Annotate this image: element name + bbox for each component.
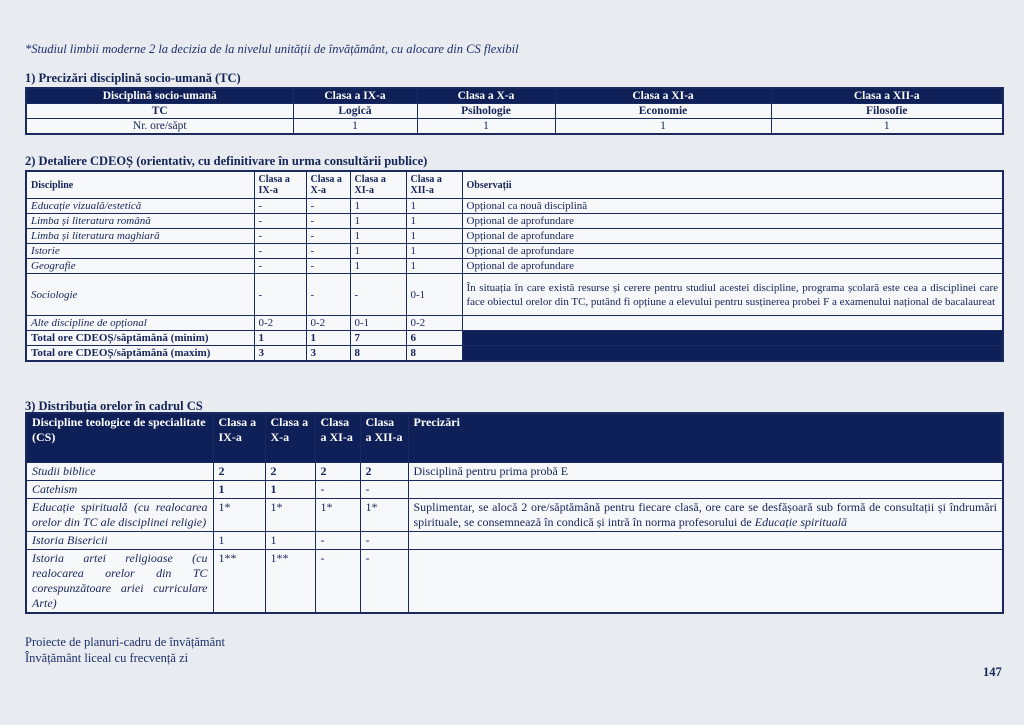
header-cell: Discipline teologice de specialitate (CS) <box>26 413 213 463</box>
table-row <box>26 532 1003 550</box>
table-cell: 2 <box>265 463 315 481</box>
header-cell: Discipline <box>26 171 254 199</box>
table-cell: - <box>315 550 360 614</box>
table-header-row <box>26 88 1003 104</box>
table-cell <box>408 481 1003 499</box>
table-cell: - <box>306 259 350 274</box>
table-cell: 1 <box>254 331 306 346</box>
table-cell: 1* <box>265 499 315 532</box>
table-cell: 1 <box>406 244 462 259</box>
table-cell: - <box>306 229 350 244</box>
table-cell: - <box>350 274 406 316</box>
table-cell: - <box>254 244 306 259</box>
table-cell: Logică <box>293 104 417 119</box>
table-row <box>26 259 1003 274</box>
table-cell: Opțional de aprofundare <box>462 244 1003 259</box>
table-cell: Total ore CDEOȘ/săptămână (minim) <box>26 331 254 346</box>
header-cell: Clasa a X-a <box>306 171 350 199</box>
footer-line: Proiecte de planuri-cadru de învățământ <box>25 635 225 649</box>
table-row <box>26 316 1003 331</box>
table-cell: Nr. ore/săpt <box>26 119 293 135</box>
table-cell: 1 <box>350 229 406 244</box>
table-header-row <box>26 171 1003 199</box>
table-cell: 1 <box>350 244 406 259</box>
page-number: 147 <box>983 665 1002 679</box>
table-cell: Total ore CDEOȘ/săptămână (maxim) <box>26 346 254 362</box>
table-cell: 1 <box>293 119 417 135</box>
header-cell: Clasa a X-a <box>265 413 315 463</box>
table-cell: Psihologie <box>417 104 555 119</box>
table-cell: 1 <box>265 532 315 550</box>
table-cell: - <box>254 259 306 274</box>
table-cell: - <box>315 532 360 550</box>
header-cell: Clasa a XII-a <box>771 88 1003 104</box>
cs-distribution-table <box>25 412 1004 614</box>
table-cell: 1 <box>417 119 555 135</box>
footnote-note: *Studiul limbii moderne 2 la decizia de la nivelul unității de învățământ, cu alocare din CS flexibil <box>25 42 519 56</box>
table-cell: Educație vizuală/estetică <box>26 199 254 214</box>
table-cell: Filosofie <box>771 104 1003 119</box>
table-cell: Istoria Bisericii <box>26 532 213 550</box>
header-cell: Clasa a IX-a <box>213 413 265 463</box>
footer-line: Învățământ liceal cu frecvență zi <box>25 651 189 665</box>
table-cell: 3 <box>306 346 350 362</box>
table-cell: - <box>360 532 408 550</box>
table-row <box>26 481 1003 499</box>
table-row <box>26 244 1003 259</box>
header-cell: Clasa a X-a <box>417 88 555 104</box>
table-cell: - <box>306 244 350 259</box>
table-row <box>26 274 1003 316</box>
precizari-emphasis: Educație spirituală <box>754 515 848 529</box>
table-cell: - <box>254 229 306 244</box>
table-row <box>26 214 1003 229</box>
table-cell: 0-2 <box>254 316 306 331</box>
shaded-cell <box>462 346 1003 362</box>
table-cell: Opțional de aprofundare <box>462 214 1003 229</box>
table-cell: 1 <box>350 214 406 229</box>
table-cell: 1 <box>306 331 350 346</box>
table-cell: 8 <box>350 346 406 362</box>
table-cell: Geografie <box>26 259 254 274</box>
header-cell: Precizări <box>408 413 1003 463</box>
section3-title: 3) Distribuția orelor în cadrul CS <box>25 399 203 413</box>
table-cell: 1 <box>406 259 462 274</box>
table-cell: TC <box>26 104 293 119</box>
table-cell: 1 <box>213 532 265 550</box>
page-footer <box>25 634 225 666</box>
table-cell: - <box>306 199 350 214</box>
table-row <box>26 229 1003 244</box>
table-cell: 1 <box>350 259 406 274</box>
socio-uman-table <box>25 87 1004 135</box>
table-cell: 1 <box>406 214 462 229</box>
table-cell: 3 <box>254 346 306 362</box>
header-cell: Clasa a XI-a <box>315 413 360 463</box>
table-cell: Opțional ca nouă disciplină <box>462 199 1003 214</box>
section1-title: 1) Precizări disciplină socio-umană (TC) <box>25 71 241 85</box>
table-row <box>26 499 1003 532</box>
table-cell: 1* <box>360 499 408 532</box>
table-cell: 2 <box>213 463 265 481</box>
table-cell: 0-1 <box>350 316 406 331</box>
totals-row <box>26 346 1003 362</box>
table-cell: 1 <box>213 481 265 499</box>
table-cell <box>462 316 1003 331</box>
header-cell: Observații <box>462 171 1003 199</box>
table-cell: 6 <box>406 331 462 346</box>
table-cell: 0-2 <box>406 316 462 331</box>
table-cell <box>408 550 1003 614</box>
totals-row <box>26 331 1003 346</box>
table-cell: Disciplină pentru prima probă E <box>408 463 1003 481</box>
table-cell: 1* <box>315 499 360 532</box>
table-cell: 8 <box>406 346 462 362</box>
table-cell: - <box>360 481 408 499</box>
table-cell: Istoria artei religioase (cu realocarea orelor din TC corespunzătoare ariei curriculare Arte) <box>26 550 213 614</box>
table-cell: 1** <box>265 550 315 614</box>
table-cell: - <box>315 481 360 499</box>
table-cell: 2 <box>315 463 360 481</box>
header-cell: Clasa a XI-a <box>555 88 771 104</box>
header-cell: Clasa a IX-a <box>254 171 306 199</box>
header-cell: Clasa a XII-a <box>360 413 408 463</box>
table-cell: Opțional de aprofundare <box>462 259 1003 274</box>
cdeos-table <box>25 170 1004 362</box>
table-cell: 1** <box>213 550 265 614</box>
header-cell: Disciplină socio-umană <box>26 88 293 104</box>
header-cell: Clasa a XI-a <box>350 171 406 199</box>
table-cell: Opțional de aprofundare <box>462 229 1003 244</box>
table-cell: Limba și literatura română <box>26 214 254 229</box>
table-cell: - <box>254 214 306 229</box>
table-cell: Educație spirituală (cu realocarea orelor din TC ale disciplinei religie) <box>26 499 213 532</box>
table-cell: Alte discipline de opțional <box>26 316 254 331</box>
table-cell: 0-1 <box>406 274 462 316</box>
table-cell: - <box>360 550 408 614</box>
table-cell: Studii biblice <box>26 463 213 481</box>
table-cell: Istorie <box>26 244 254 259</box>
table-cell: 7 <box>350 331 406 346</box>
table-cell: 2 <box>360 463 408 481</box>
table-row <box>26 104 1003 119</box>
table-cell: 1 <box>771 119 1003 135</box>
table-cell: 1* <box>213 499 265 532</box>
table-cell: În situația în care există resurse și cerere pentru studiul acestei discipline, programa școlară este cea a disciplinei care face obiectul orelor din TC, putând fi opțiune a elevului pentru susținerea probei F a examenului național de bacalaureat <box>462 274 1003 316</box>
shaded-cell <box>462 331 1003 346</box>
table-cell: Catehism <box>26 481 213 499</box>
table-cell: - <box>254 199 306 214</box>
section2-title: 2) Detaliere CDEOȘ (orientativ, cu definitivare în urma consultării publice) <box>25 154 428 168</box>
table-row <box>26 463 1003 481</box>
header-cell: Clasa a XII-a <box>406 171 462 199</box>
table-cell <box>408 499 1003 532</box>
table-cell: 1 <box>555 119 771 135</box>
table-cell: 1 <box>265 481 315 499</box>
table-cell <box>408 532 1003 550</box>
table-cell: - <box>254 274 306 316</box>
table-cell: 1 <box>406 229 462 244</box>
precizari-text: Suplimentar, se alocă 2 ore/săptămână pentru fiecare clasă, ore care se desfășoară sub formă de consultații și îndrumări spirituale, se consemnează în condică și intră în norma profesorului de <box>413 500 997 529</box>
table-cell: Sociologie <box>26 274 254 316</box>
table-cell: Economie <box>555 104 771 119</box>
table-row <box>26 199 1003 214</box>
table-cell: - <box>306 274 350 316</box>
table-cell: 1 <box>406 199 462 214</box>
table-header-row <box>26 413 1003 463</box>
table-cell: 0-2 <box>306 316 350 331</box>
table-cell: - <box>306 214 350 229</box>
header-cell: Clasa a IX-a <box>293 88 417 104</box>
table-row <box>26 119 1003 135</box>
table-row <box>26 550 1003 614</box>
table-cell: 1 <box>350 199 406 214</box>
table-cell: Limba și literatura maghiară <box>26 229 254 244</box>
